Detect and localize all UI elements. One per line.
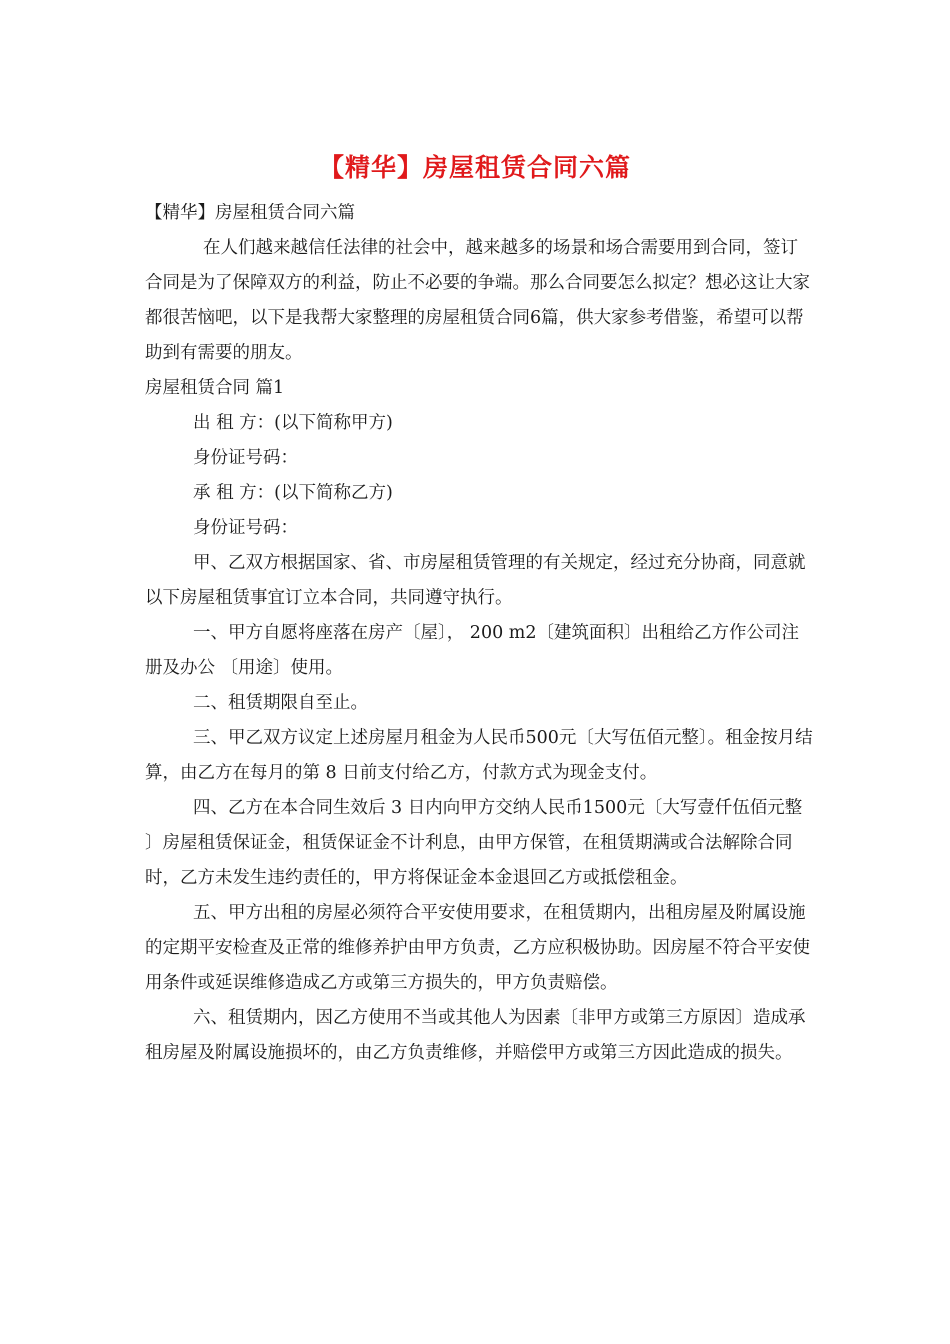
clause-6: 六、租赁期内，因乙方使用不当或其他人为因素〔非甲方或第三方原因〕造成承租房屋及附属设施损坏的，由乙方负责维修，并赔偿甲方或第三方因此造成的损失。 — [145, 1008, 806, 1063]
document-title: 【精华】房屋租赁合同六篇 — [318, 153, 631, 182]
clause-3: 三、甲乙双方议定上述房屋月租金为人民币500元〔大写伍佰元整〕。租金按月结算，由乙方在每月的第 8 日前支付给乙方，付款方式为现金支付。 — [145, 728, 813, 783]
intro-paragraph: 在人们越来越信任法律的社会中，越来越多的场景和场合需要用到合同，签订合同是为了保障双方的利益，防止不必要的争端。那么合同要怎么拟定？想必这让大家都很苦恼吧，以下是我帮大家整理的房屋租赁合同6篇，供大家参考借鉴，希望可以帮助到有需要的朋友。 — [145, 238, 810, 363]
section-heading: 房屋租赁合同 篇1 — [145, 378, 285, 398]
clause-4: 四、乙方在本合同生效后 3 日内向甲方交纳人民币1500元〔大写壹仟伍佰元整 〕房屋租赁保证金，租赁保证金不计利息，由甲方保管，在租赁期满或合法解除合同时，乙方未发生违约责任的，甲方将保证金本金退回乙方或抵偿租金。 — [145, 798, 803, 888]
lessor-id-line: 身份证号码： — [193, 448, 298, 468]
clause-preamble: 甲、乙双方根据国家、省、市房屋租赁管理的有关规定，经过充分协商，同意就以下房屋租赁事宜订立本合同，共同遵守执行。 — [145, 553, 806, 608]
subtitle: 【精华】房屋租赁合同六篇 — [145, 203, 355, 223]
clause-2: 二、租赁期限自至止。 — [193, 693, 368, 713]
lessor-line: 出 租 方：(以下简称甲方) — [193, 413, 393, 433]
clause-1: 一、甲方自愿将座落在房产〔屋〕， 200 m2〔建筑面积〕出租给乙方作公司注册及办公 〔用途〕使用。 — [145, 623, 800, 678]
lessee-id-line: 身份证号码： — [193, 518, 298, 538]
document-body — [145, 196, 815, 1071]
clause-5: 五、甲方出租的房屋必须符合平安使用要求，在租赁期内，出租房屋及附属设施的定期平安检查及正常的维修养护由甲方负责，乙方应积极协助。因房屋不符合平安使用条件或延误维修造成乙方或第三方损失的，甲方负责赔偿。 — [145, 903, 810, 993]
lessee-line: 承 租 方：(以下简称乙方) — [193, 483, 393, 503]
